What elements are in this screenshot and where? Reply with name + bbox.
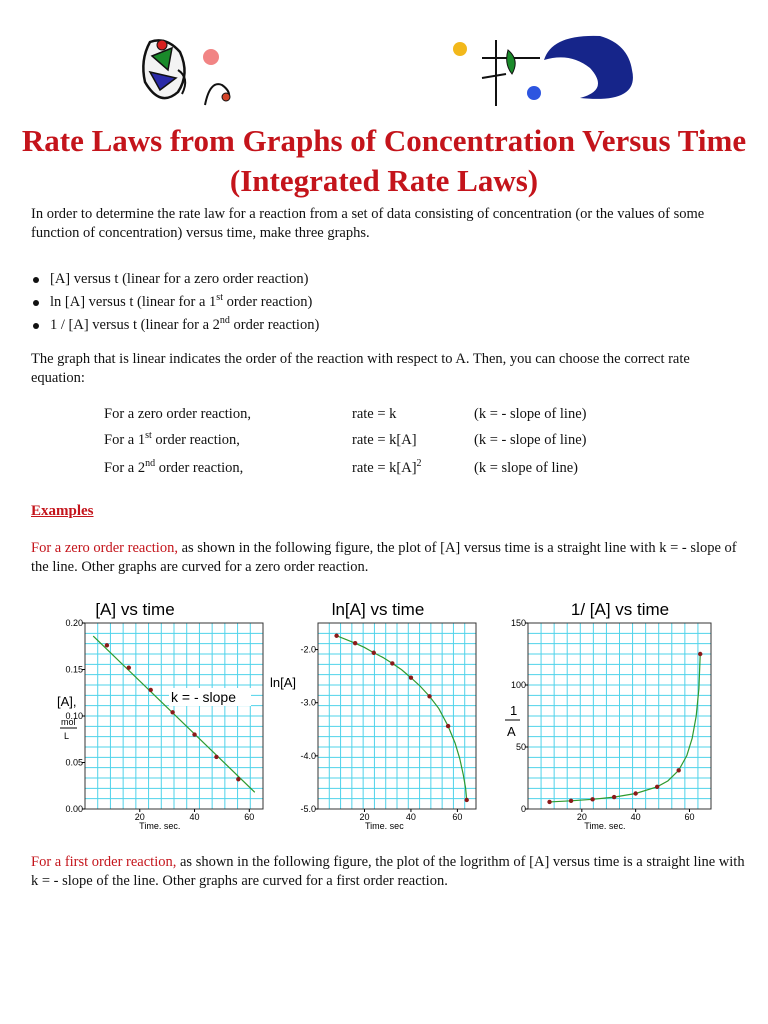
data-point [214, 755, 218, 759]
first-order-paragraph: For a first order reaction, as shown in the following figure, the plot of the logrithm of [A] versus time is a straight line with k = - slope of the line. Other graphs are curved for a first order reaction. [31, 854, 745, 889]
y-tick-label: 0.15 [65, 664, 83, 675]
y-axis-unit-bottom: L [64, 731, 70, 741]
rate-cell: rate = k [352, 406, 397, 422]
x-tick-label: 60 [244, 812, 255, 822]
chart-title: 1/ [A] vs time [570, 600, 670, 619]
x-axis-label: Time. sec. [139, 821, 181, 831]
y-axis-label-top: 1 [510, 703, 518, 718]
data-point [547, 800, 551, 804]
order-cell: For a 1st order reaction, [104, 430, 240, 448]
first-order-lead: For a first order reaction, [31, 854, 177, 870]
abstract-figure-left-icon [143, 40, 230, 105]
examples-heading: Examples [31, 503, 94, 519]
y-axis-label: ln[A] [270, 675, 297, 690]
data-point [465, 798, 469, 802]
y-tick-label: 0.05 [65, 757, 83, 768]
order-cell: For a zero order reaction, [104, 406, 251, 422]
y-axis-label-bottom: A [507, 724, 516, 739]
chart-inverse-a-vs-time [500, 598, 715, 838]
data-point [236, 777, 240, 781]
x-tick-label: 60 [684, 812, 695, 822]
y-tick-label: 0.10 [65, 711, 83, 721]
y-tick-label: 0 [520, 804, 526, 814]
list-item: 1 / [A] versus t (linear for a 2nd order reaction) [31, 314, 319, 337]
data-point [127, 665, 131, 669]
y-tick-label: -2.0 [300, 644, 316, 655]
slope-cell: (k = slope of line) [474, 460, 579, 476]
x-tick-label: 20 [359, 812, 370, 822]
header-decoration [0, 30, 768, 110]
zero-order-paragraph: For a zero order reaction, as shown in the following figure, the plot of [A] versus time is a straight line with k = - slope of the line. Other graphs are curved for a zero order reaction. [31, 540, 737, 575]
data-point [353, 641, 357, 645]
data-point [372, 651, 376, 655]
chart-grid [318, 623, 476, 809]
zero-order-lead: For a zero order reaction, [31, 540, 178, 556]
chart-grid [85, 623, 263, 809]
series-line [550, 654, 701, 802]
y-tick-label: 100 [510, 680, 526, 690]
chart-second-order [500, 598, 715, 838]
x-tick-label: 40 [405, 812, 416, 822]
page-title: Rate Laws from Graphs of Concentration Versus Time (Integrated Rate Laws) [21, 123, 747, 198]
y-tick-label: 50 [515, 742, 526, 752]
data-point [655, 785, 659, 789]
y-tick-label: 0.00 [65, 804, 83, 814]
chart-first-order [268, 598, 483, 838]
list-item: [A] versus t (linear for a zero order reaction) [31, 268, 319, 291]
y-tick-label: -5.0 [300, 804, 316, 814]
y-axis-unit-top: mol [61, 717, 76, 727]
x-tick-label: 20 [576, 812, 587, 822]
slope-cell: (k = - slope of line) [474, 406, 587, 422]
data-point [149, 688, 153, 692]
data-point [590, 797, 594, 801]
x-tick-label: 40 [630, 812, 641, 822]
intro-paragraph: In order to determine the rate law for a reaction from a set of data consisting of concentration (or the values of some function of concentration) versus time, make three graphs. [31, 206, 705, 241]
data-point [633, 791, 637, 795]
data-point [390, 661, 394, 665]
y-tick-label: 150 [510, 618, 526, 628]
y-tick-label: -4.0 [300, 750, 316, 761]
x-tick-label: 40 [189, 812, 200, 822]
chart-title: [A] vs time [95, 600, 175, 619]
data-point [569, 799, 573, 803]
slope-cell: (k = - slope of line) [474, 432, 587, 448]
data-point [170, 710, 174, 714]
chart-ln-a-vs-time [268, 598, 483, 838]
data-point [409, 676, 413, 680]
data-point [192, 732, 196, 736]
chart-zero-order [55, 598, 270, 838]
x-axis-label: Time. sec. [584, 821, 626, 831]
y-axis-label: [A], [57, 694, 77, 709]
rate-cell: rate = k[A] [352, 432, 417, 448]
graph-list [31, 268, 319, 337]
abstract-figure-right-icon [453, 36, 633, 106]
data-point [612, 795, 616, 799]
linear-paragraph: The graph that is linear indicates the order of the reaction with respect to A. Then, you can choose the correct rate equation: [31, 351, 690, 386]
y-tick-label: 0.20 [65, 618, 83, 628]
x-tick-label: 60 [452, 812, 463, 822]
x-axis-label: Time. sec [365, 821, 404, 831]
chart-title: ln[A] vs time [331, 600, 425, 619]
rate-cell: rate = $k[A]^2$ [352, 458, 422, 476]
chart-a-vs-time [55, 598, 270, 838]
data-point [698, 652, 702, 656]
slope-annotation: k = - slope [171, 689, 236, 705]
y-tick-label: -3.0 [300, 697, 316, 708]
data-point [677, 768, 681, 772]
chart-grid [528, 623, 711, 809]
data-point [334, 634, 338, 638]
data-point [427, 694, 431, 698]
x-tick-label: 20 [134, 812, 145, 822]
series-line [337, 636, 467, 800]
list-item: ln [A] versus t (linear for a 1st order reaction) [31, 291, 319, 314]
order-cell: For a 2nd order reaction, [104, 458, 244, 476]
data-point [105, 643, 109, 647]
data-point [446, 724, 450, 728]
